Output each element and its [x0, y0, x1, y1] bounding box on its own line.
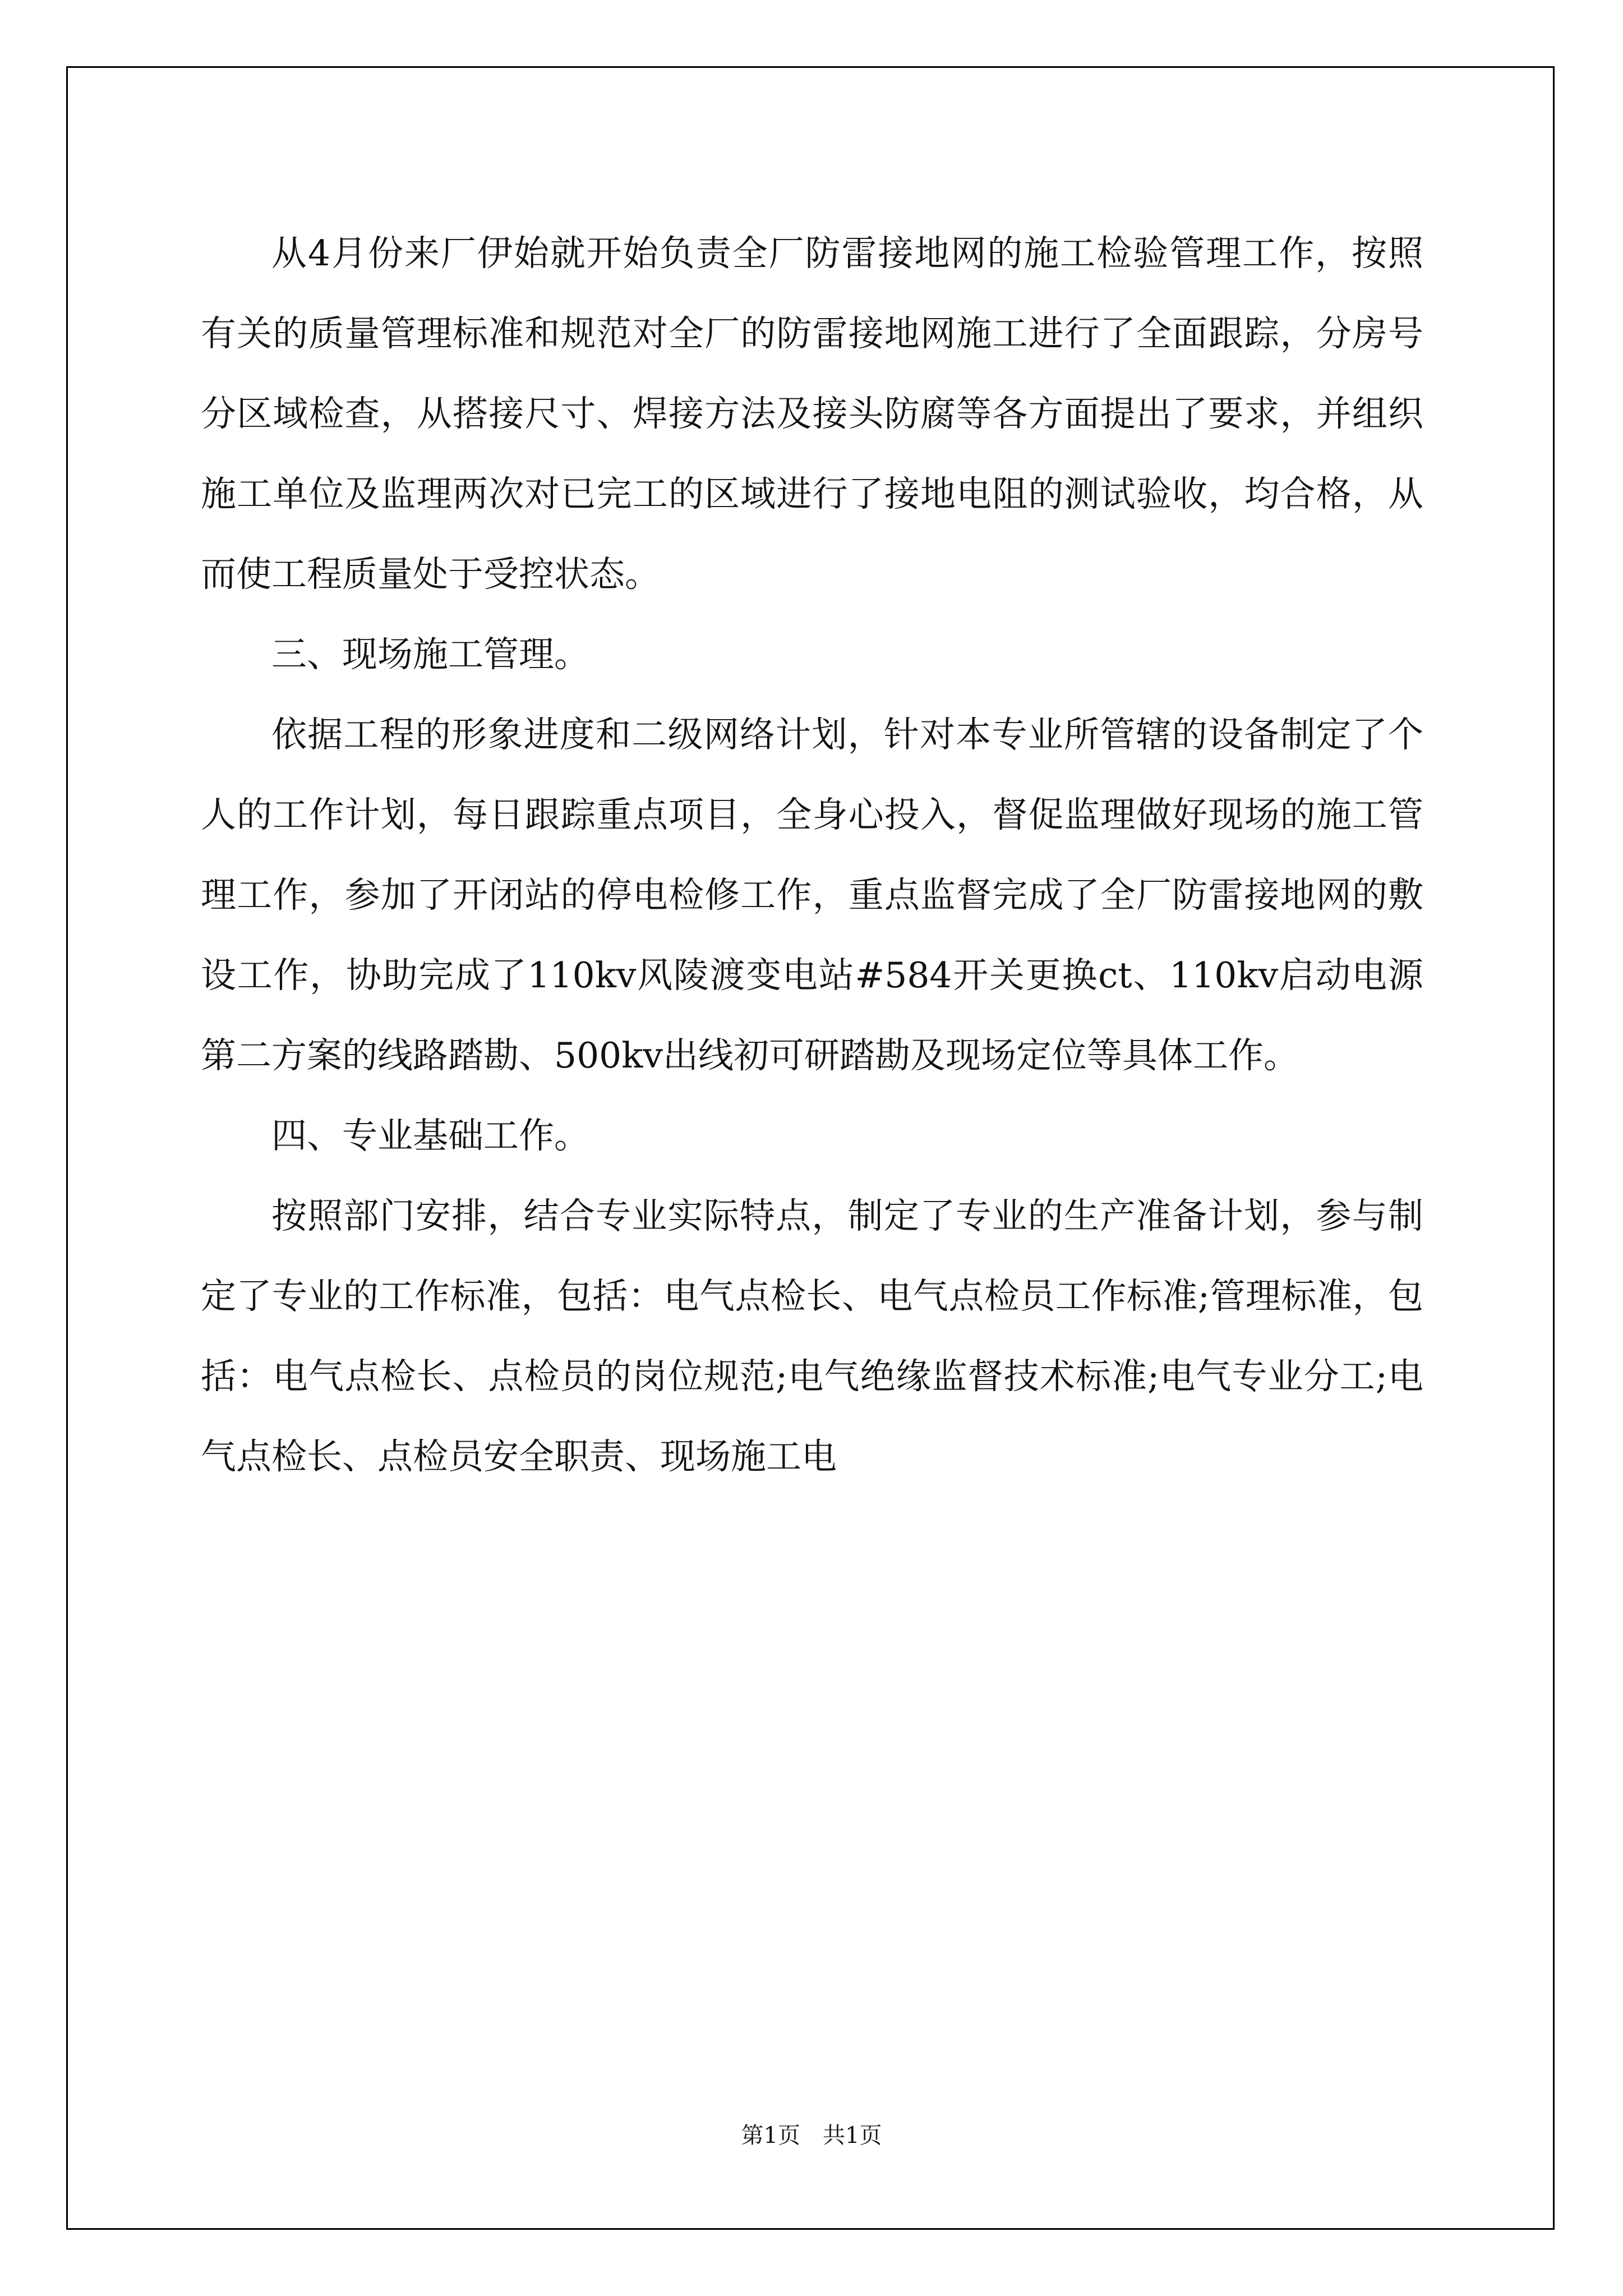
document-body	[201, 213, 1423, 1497]
paragraph-1: 从4月份来厂伊始就开始负责全厂防雷接地网的施工检验管理工作，按照有关的质量管理标准和规范对全厂的防雷接地网施工进行了全面跟踪，分房号分区域检查，从搭接尺寸、焊接方法及接头防腐等各方面提出了要求，并组织施工单位及监理两次对已完工的区域进行了接地电阻的测试验收，均合格，从而使工程质量处于受控状态。	[201, 233, 1423, 595]
paragraph-2: 依据工程的形象进度和二级网络计划，针对本专业所管辖的设备制定了个人的工作计划，每日跟踪重点项目，全身心投入，督促监理做好现场的施工管理工作，参加了开闭站的停电检修工作，重点监督完成了全厂防雷接地网的敷设工作，协助完成了110kv风陵渡变电站#584开关更换ct、110kv启动电源第二方案的线路踏勘、500kv出线初可研踏勘及现场定位等具体工作。	[201, 714, 1423, 1076]
page-total: 共1页	[823, 2123, 882, 2148]
section-heading-3: 三、现场施工管理。	[271, 634, 589, 675]
paragraph-3: 按照部门安排，结合专业实际特点，制定了专业的生产准备计划，参与制定了专业的工作标准，包括：电气点检长、电气点检员工作标准;管理标准，包括：电气点检长、点检员的岗位规范;电气绝缘监督技术标准;电气专业分工;电气点检长、点检员安全职责、现场施工电	[201, 1195, 1423, 1477]
page-number: 第1页	[741, 2123, 800, 2148]
page-footer	[0, 2118, 1623, 2150]
section-heading-4: 四、专业基础工作。	[271, 1115, 589, 1156]
